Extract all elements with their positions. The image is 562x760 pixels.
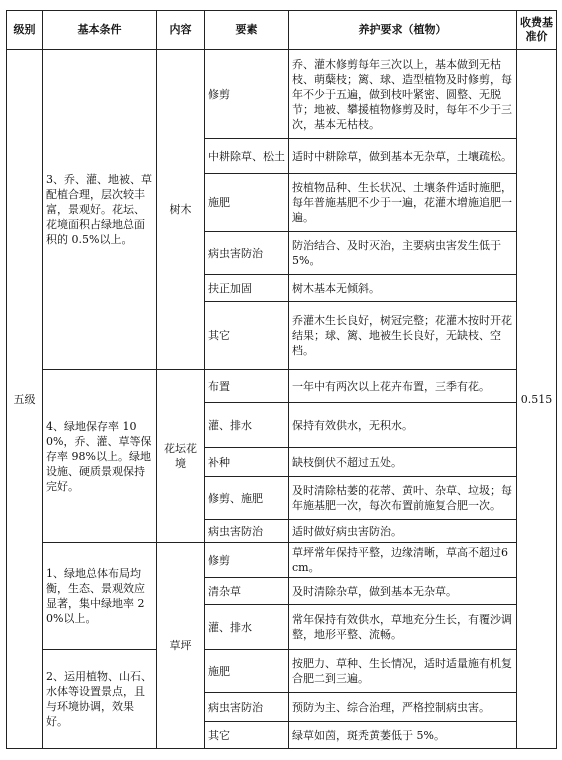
element-cell: 修剪	[205, 50, 289, 139]
element-cell: 灌、排水	[205, 403, 289, 448]
requirement-cell: 草坪常年保持平整，边缘清晰，草高不超过6cm。	[289, 543, 517, 578]
requirement-cell: 及时清除枯萎的花蒂、黄叶、杂草、垃圾；每年施基肥一次，每次布置前施复合肥一次。	[289, 477, 517, 520]
content-flowerbed: 花坛花境	[157, 370, 205, 543]
requirement-cell: 树木基本无倾斜。	[289, 275, 517, 302]
header-price: 收费基准价	[517, 11, 557, 50]
element-cell: 病虫害防治	[205, 693, 289, 722]
requirement-cell: 乔灌木生长良好，树冠完整；花灌木按时开花结果；球、篱、地被生长良好，无缺枝、空档。	[289, 302, 517, 370]
level-cell: 五级	[7, 50, 43, 749]
element-cell: 其它	[205, 722, 289, 749]
element-cell: 修剪	[205, 543, 289, 578]
basic-condition-4: 4、绿地保存率 100%，乔、灌、草等保存率 98%以上。绿地设施、硬质景观保持完好。	[43, 370, 157, 543]
price-cell: 0.515	[517, 50, 557, 749]
basic-condition-2: 2、运用植物、山石、水体等设置景点，且与环境协调，效果好。	[43, 650, 157, 749]
table-row	[7, 650, 557, 693]
requirement-cell: 按植物品种、生长状况、土壤条件适时施肥，每年普施基肥不少于一遍，花灌木增施追肥一遍。	[289, 174, 517, 232]
element-cell: 布置	[205, 370, 289, 403]
element-cell: 施肥	[205, 650, 289, 693]
requirement-cell: 保持有效供水，无积水。	[289, 403, 517, 448]
requirement-cell: 常年保持有效供水，草地充分生长，有覆沙调整，地形平整、流畅。	[289, 605, 517, 650]
element-cell: 病虫害防治	[205, 520, 289, 543]
element-cell: 中耕除草、松土	[205, 139, 289, 174]
maintenance-standard-table	[6, 10, 557, 749]
header-basic-conditions: 基本条件	[43, 11, 157, 50]
element-cell: 其它	[205, 302, 289, 370]
requirement-cell: 适时做好病虫害防治。	[289, 520, 517, 543]
requirement-cell: 乔、灌木修剪每年三次以上，基本做到无枯枝、萌蘖枝；篱、球、造型植物及时修剪，每年不少于五遍，做到枝叶紧密、圆整、无脱节；地被、攀援植物修剪及时，每年不少于三次，基本无枯枝。	[289, 50, 517, 139]
header-row	[7, 11, 557, 50]
table-row	[7, 50, 557, 139]
element-cell: 扶正加固	[205, 275, 289, 302]
requirement-cell: 绿草如茵，斑秃黄萎低于 5%。	[289, 722, 517, 749]
requirement-cell: 缺枝倒伏不超过五处。	[289, 448, 517, 477]
requirement-cell: 防治结合、及时灭治，主要病虫害发生低于 5%。	[289, 232, 517, 275]
requirement-cell: 适时中耕除草，做到基本无杂草，土壤疏松。	[289, 139, 517, 174]
element-cell: 灌、排水	[205, 605, 289, 650]
header-level: 级别	[7, 11, 43, 50]
basic-condition-1: 1、绿地总体布局均衡，生态、景观效应显著，集中绿地率 20%以上。	[43, 543, 157, 650]
requirement-cell: 预防为主、综合治理，严格控制病虫害。	[289, 693, 517, 722]
table-row	[7, 543, 557, 578]
element-cell: 修剪、施肥	[205, 477, 289, 520]
header-content: 内容	[157, 11, 205, 50]
table-row	[7, 370, 557, 403]
header-element: 要素	[205, 11, 289, 50]
header-requirement: 养护要求（植物）	[289, 11, 517, 50]
requirement-cell: 及时清除杂草，做到基本无杂草。	[289, 578, 517, 605]
element-cell: 补种	[205, 448, 289, 477]
requirement-cell: 一年中有两次以上花卉布置，三季有花。	[289, 370, 517, 403]
requirement-cell: 按肥力、草种、生长情况，适时适量施有机复合肥二到三遍。	[289, 650, 517, 693]
element-cell: 病虫害防治	[205, 232, 289, 275]
element-cell: 施肥	[205, 174, 289, 232]
content-trees: 树木	[157, 50, 205, 370]
content-lawn: 草坪	[157, 543, 205, 749]
element-cell: 清杂草	[205, 578, 289, 605]
basic-condition-3: 3、乔、灌、地被、草配植合理，层次较丰富，景观好。花坛、花境面积占绿地总面积的 0.5%以上。	[43, 50, 157, 370]
